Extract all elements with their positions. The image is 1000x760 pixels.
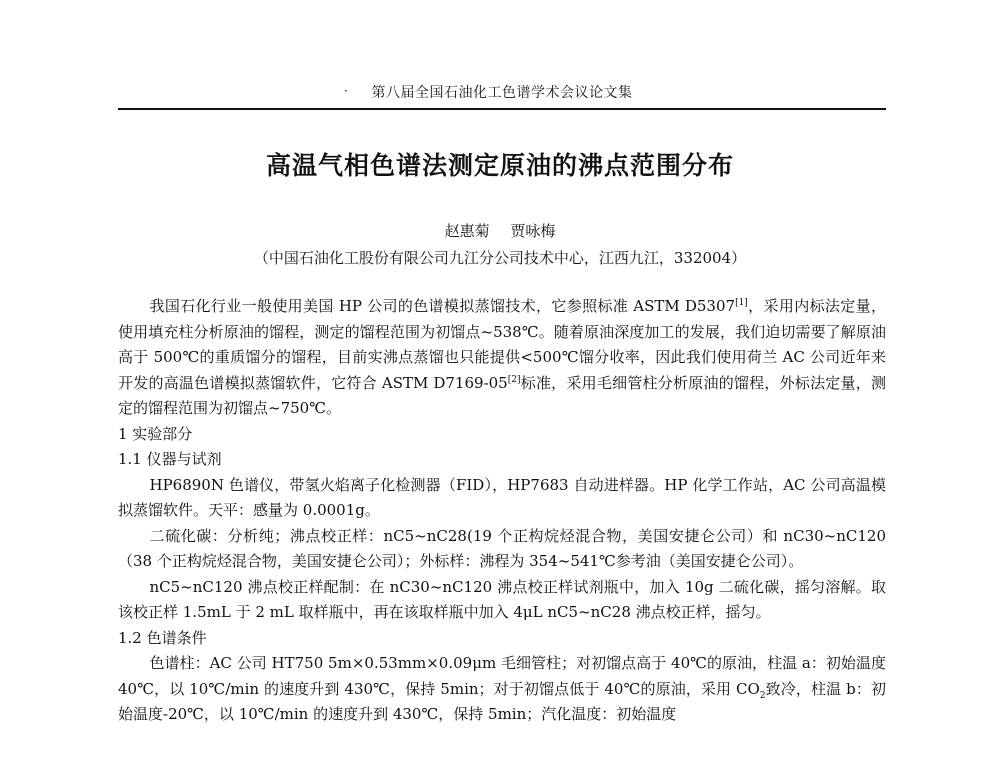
co2-subscript: 2 <box>759 690 766 701</box>
conditions-text-b: 致冷，柱温 b：初始温度-20℃，以 10℃/min 的速度升到 430℃，保持 5min；汽化温度：初始温度 <box>118 679 886 723</box>
section-heading-1: 1 实验部分 <box>118 424 193 443</box>
running-header <box>118 82 886 102</box>
section-heading-1-2: 1.2 色谱条件 <box>118 628 207 647</box>
section-heading-1-1: 1.1 仪器与试剂 <box>118 450 222 468</box>
citation-2: [2] <box>507 374 521 385</box>
conference-title: 第八届全国石油化工色谱学术会议论文集 <box>371 85 633 101</box>
affiliation: （中国石油化工股份有限公司九江分公司技术中心，江西九江，332004） <box>253 249 747 267</box>
intro-paragraph <box>118 294 886 422</box>
calibration-paragraph: nC5~nC120 沸点校正样配制：在 nC30~nC120 沸点校正样试剂瓶中，加入 10g 二硫化碳，摇匀溶解。取该校正样 1.5mL 于 2 mL 取样瓶中，再在该取样瓶中加入 4μL nC5~nC28 沸点校正样，摇匀。 <box>118 577 886 621</box>
conditions-text-a: 色谱柱：AC 公司 HT750 5m×0.53mm×0.09μm 毛细管柱；对初馏点高于 40℃的原油，柱温 a：初始温度 40℃，以 10℃/min 的速度升到 430℃，保持 5min；对于初馏点低于 40℃的原油，采用 CO <box>118 654 886 698</box>
reagents-paragraph: 二硫化碳：分析纯；沸点校正样：nC5~nC28(19 个正构烷烃混合物，美国安捷仑公司）和 nC30~nC120（38 个正构烷烃混合物，美国安捷仑公司）；外标样：沸程为 354~541℃参考油（美国安捷仑公司）。 <box>118 526 886 570</box>
author-2: 贾咏梅 <box>510 222 556 240</box>
conditions-paragraph <box>118 651 886 728</box>
author-line <box>0 220 1000 241</box>
intro-text-a: 我国石化行业一般使用美国 HP 公司的色谱模拟蒸馏技术，它参照标准 ASTM D5307 <box>149 297 736 315</box>
intro-text-b: ，采用内标法定量，使用填充柱分析原油的馏程，测定的馏程范围为初馏点~538℃。随着原油深度加工的发展，我们迫切需要了解原油高于 500℃的重质馏分的馏程，目前实沸点蒸馏也只能提供<500℃馏分收率，因此我们使用荷兰 AC 公司近年来开发的高温色谱模拟蒸馏软件，它符合 ASTM D7169-05 <box>118 297 886 392</box>
header-dot: · <box>344 84 349 98</box>
citation-1: [1] <box>735 298 748 308</box>
header-rule <box>118 108 886 110</box>
instruments-paragraph: HP6890N 色谱仪，带氢火焰离子化检测器（FID），HP7683 自动进样器。HP 化学工作站，AC 公司高温模拟蒸馏软件。天平：感量为 0.0001g。 <box>118 475 886 519</box>
author-1: 赵惠菊 <box>444 222 490 240</box>
paper-body <box>118 294 886 728</box>
paper-title: 高温气相色谱法测定原油的沸点范围分布 <box>265 151 734 180</box>
intro-text-c: 标准，采用毛细管柱分析原油的馏程，外标法定量，测定的馏程范围为初馏点~750℃。 <box>118 373 886 417</box>
